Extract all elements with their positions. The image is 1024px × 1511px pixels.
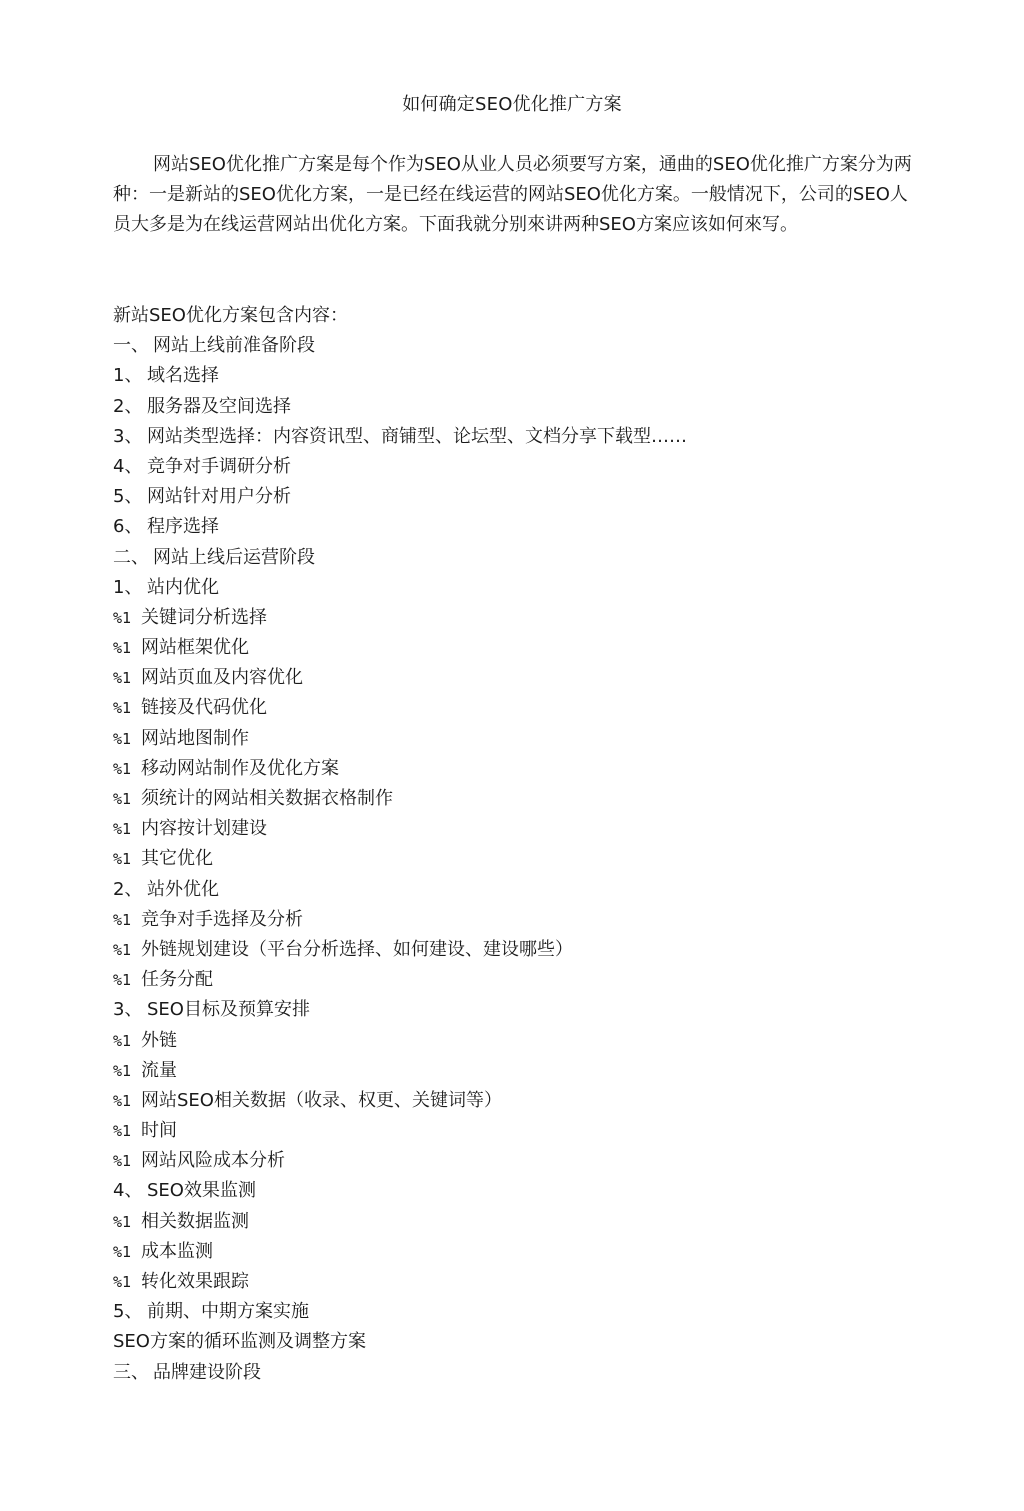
outline-marker: 1、	[113, 576, 143, 598]
outline-line	[113, 724, 913, 754]
outline-line	[113, 814, 913, 844]
outline-text: 须统计的网站相关数据衣格制作	[141, 788, 393, 809]
outline-text: SEO目标及预算安排	[147, 999, 310, 1021]
outline-marker: %1	[113, 790, 132, 808]
outline-line	[113, 573, 913, 603]
outline-line	[113, 1116, 913, 1146]
outline-marker: %1	[113, 1152, 132, 1171]
outline-marker: 2、	[113, 878, 143, 900]
outline-line	[113, 754, 913, 784]
outline-text: 网站框架优化	[141, 637, 249, 659]
outline-marker: %1	[113, 820, 132, 839]
outline-marker: %1	[113, 699, 132, 718]
outline-marker: 3、	[113, 425, 143, 447]
outline-line	[113, 1297, 913, 1327]
outline-line	[113, 331, 913, 361]
outline-marker: %1	[113, 1122, 132, 1141]
outline-line	[113, 663, 913, 693]
outline-marker: %1	[113, 639, 132, 658]
outline-text: 其它优化	[141, 848, 213, 870]
outline-line	[113, 995, 913, 1025]
outline-text: 网站上线后运营阶段	[153, 546, 315, 568]
outline-text: 相关数据监测	[141, 1210, 249, 1232]
outline-line	[113, 875, 913, 905]
outline-text: 外链	[141, 1029, 177, 1051]
outline-marker: %1	[113, 608, 132, 627]
outline-marker: %1	[113, 910, 132, 929]
outline-marker: %1	[113, 1031, 132, 1050]
outline-line	[113, 935, 913, 965]
outline-text: 流量	[141, 1059, 177, 1081]
outline-text: 网站地图制作	[141, 727, 249, 749]
outline-text: 外链规划建设（平台分析选择、如何建设、建设哪些）	[141, 938, 573, 960]
outline-marker: %1	[113, 1091, 132, 1110]
outline-text: SEO方案的循环监测及调整方案	[113, 1331, 366, 1353]
outline-marker: %1	[113, 971, 132, 990]
outline-line	[113, 844, 913, 874]
outline-list	[113, 301, 913, 1388]
outline-marker: 2、	[113, 395, 143, 417]
outline-line	[113, 452, 913, 482]
outline-text: 网站SEO相关数据（收录、权更、关键词等）	[141, 1089, 502, 1111]
outline-marker: %1	[113, 1212, 132, 1231]
outline-marker: 4、	[113, 455, 143, 477]
outline-text: 转化效果跟踪	[141, 1271, 249, 1292]
outline-marker: %1	[113, 1061, 132, 1080]
outline-marker: %1	[113, 729, 132, 748]
outline-text: 网站风险成本分析	[141, 1150, 285, 1172]
outline-text: 竞争对手调研分析	[147, 455, 291, 477]
outline-text: 前期、中期方案实施	[147, 1301, 309, 1323]
outline-text: 成本监测	[141, 1240, 213, 1262]
intro-paragraph	[113, 150, 913, 240]
outline-marker: %1	[113, 759, 132, 778]
outline-line	[113, 603, 913, 633]
outline-text: 关键词分析选择	[141, 606, 267, 628]
outline-text: 链接及代码优化	[141, 697, 267, 719]
outline-line	[113, 1056, 913, 1086]
outline-marker: 三、	[113, 1361, 149, 1383]
outline-marker: %1	[113, 1242, 132, 1261]
outline-line	[113, 361, 913, 391]
intro-text: 网站SEO优化推广方案是每个作为SEO从业人员必须要写方案，通曲的SEO优化推广方案分为两种：一是新站的SEO优化方案，一是已经在线运营的网站SEO优化方案。一般情况下，公司的SEO人员大多是为在线运营网站出优化方案。下面我就分别來讲两种SEO方案应该如何來写。	[113, 154, 912, 235]
outline-line	[113, 1207, 913, 1237]
outline-line	[113, 633, 913, 663]
outline-marker: %1	[113, 850, 132, 869]
outline-marker: %1	[113, 669, 132, 688]
outline-line	[113, 422, 913, 452]
outline-line	[113, 965, 913, 995]
outline-line	[113, 905, 913, 935]
outline-marker: %1	[113, 1273, 132, 1291]
outline-line	[113, 1086, 913, 1116]
outline-line	[113, 1358, 913, 1388]
outline-marker: %1	[113, 940, 132, 959]
outline-marker: 6、	[113, 516, 143, 538]
outline-line	[113, 301, 913, 331]
outline-text: 服务器及空间选择	[147, 395, 291, 417]
outline-line	[113, 543, 913, 573]
outline-text: 新站SEO优化方案包含内容：	[113, 305, 348, 326]
outline-line	[113, 1026, 913, 1056]
outline-line	[113, 392, 913, 422]
outline-line	[113, 784, 913, 814]
outline-text: 品牌建设阶段	[153, 1361, 261, 1383]
outline-text: 网站页血及内容优化	[141, 667, 303, 689]
outline-line	[113, 1237, 913, 1267]
outline-marker: 5、	[113, 486, 143, 508]
outline-text: 竞争对手选择及分析	[141, 908, 303, 930]
outline-marker: 4、	[113, 1180, 143, 1202]
outline-line	[113, 1146, 913, 1176]
outline-line	[113, 482, 913, 512]
outline-text: 程序选择	[147, 516, 219, 538]
outline-line	[113, 693, 913, 723]
outline-text: 任务分配	[141, 969, 213, 991]
outline-text: 网站针对用户分析	[147, 486, 291, 508]
outline-text: 站内优化	[147, 576, 219, 598]
outline-marker: 5、	[113, 1301, 143, 1323]
document-title: 如何确定SEO优化推广方案	[402, 94, 622, 115]
outline-text: SEO效果监测	[147, 1180, 256, 1202]
outline-line	[113, 1176, 913, 1206]
outline-text: 网站上线前准备阶段	[153, 335, 315, 357]
outline-line	[113, 512, 913, 542]
outline-text: 网站类型选择：内容资讯型、商铺型、论坛型、文档分享下载型……	[147, 425, 687, 447]
outline-text: 移动网站制作及优化方案	[141, 757, 339, 779]
outline-line	[113, 1267, 913, 1297]
outline-text: 域名选择	[147, 365, 219, 387]
outline-marker: 一、	[113, 335, 149, 357]
outline-line	[113, 1327, 913, 1357]
outline-text: 内容按计划建设	[141, 818, 267, 840]
outline-text: 站外优化	[147, 878, 219, 900]
outline-marker: 3、	[113, 999, 143, 1021]
outline-text: 时间	[141, 1120, 177, 1142]
outline-marker: 二、	[113, 546, 149, 568]
outline-marker: 1、	[113, 365, 143, 387]
